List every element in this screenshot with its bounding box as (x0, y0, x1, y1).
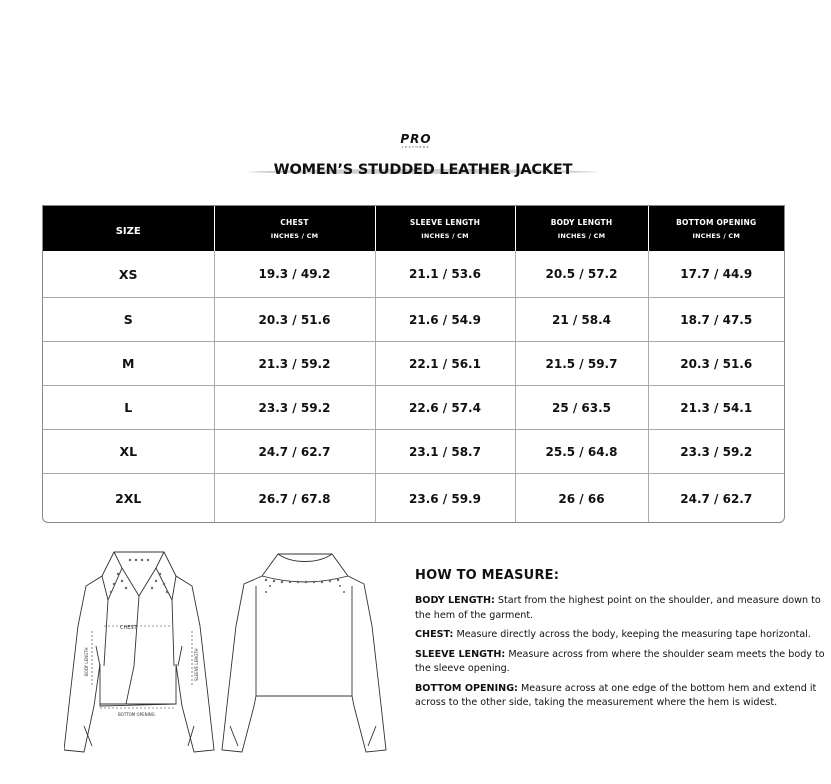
jacket-illustration (64, 546, 388, 758)
header-chest: CHEST INCHES / CM (214, 206, 375, 251)
body-length-cell: 21.5 / 59.7 (515, 342, 648, 386)
body-length-cell: 21 / 58.4 (515, 298, 648, 342)
header-size: SIZE (43, 206, 214, 251)
sleeve-cell: 23.1 / 58.7 (375, 430, 515, 474)
size-cell: 2XL (43, 474, 214, 524)
chest-cell: 20.3 / 51.6 (214, 298, 375, 342)
page-title: WOMEN’S STUDDED LEATHER JACKET (273, 162, 573, 178)
measure-term: CHEST: (415, 629, 454, 640)
jacket-front-drawing (64, 552, 214, 752)
bottom-opening-cell: 23.3 / 59.2 (648, 430, 784, 474)
measure-text: Measure directly across the body, keeping the measuring tape horizontal. (456, 629, 811, 640)
logo-mark: PRO (400, 132, 432, 146)
table-row (43, 298, 784, 342)
sleeve-length-label: SLEEVE LENGTH (194, 648, 199, 681)
size-cell: L (43, 386, 214, 430)
sleeve-cell: 22.1 / 56.1 (375, 342, 515, 386)
size-chart-table (42, 205, 785, 523)
bottom-opening-cell: 24.7 / 62.7 (648, 474, 784, 524)
chest-cell: 19.3 / 49.2 (214, 251, 375, 298)
header-sleeve-length: SLEEVE LENGTH INCHES / CM (375, 206, 515, 251)
bottom-opening-cell: 18.7 / 47.5 (648, 298, 784, 342)
sleeve-cell: 23.6 / 59.9 (375, 474, 515, 524)
sleeve-cell: 21.1 / 53.6 (375, 251, 515, 298)
bottom-opening-label: BOTTOM OPENING (118, 712, 155, 717)
logo-subtext: LEATHERS (401, 145, 431, 149)
title-block (244, 158, 602, 182)
size-cell: M (43, 342, 214, 386)
sleeve-cell: 21.6 / 54.9 (375, 298, 515, 342)
measure-text: Measure across at one edge of the bottom hem and extend it across to the other side, taking the measurement where the hem is widest. (415, 682, 817, 708)
size-cell: XS (118, 266, 138, 282)
table-header-row (43, 206, 784, 251)
how-to-measure-title: HOW TO MEASURE: (415, 568, 560, 583)
measure-item-sleeve-length (415, 648, 825, 677)
how-to-measure-section (415, 568, 825, 716)
table-row (43, 386, 784, 430)
table-row (43, 342, 784, 386)
chest-label: CHEST (120, 625, 137, 631)
measure-item-body-length (415, 594, 825, 623)
body-length-cell: 25 / 63.5 (515, 386, 648, 430)
brand-logo (388, 133, 444, 153)
chest-cell: 21.3 / 59.2 (214, 342, 375, 386)
measure-item-chest (415, 628, 825, 643)
size-cell: XL (43, 430, 214, 474)
bottom-opening-cell: 17.7 / 44.9 (648, 251, 784, 298)
sleeve-cell: 22.6 / 57.4 (375, 386, 515, 430)
measure-text: Measure across from where the shoulder seam meets the body to the sleeve opening. (415, 648, 825, 674)
header-body-length: BODY LENGTH INCHES / CM (515, 206, 648, 251)
measure-item-bottom-opening (415, 682, 825, 711)
chest-cell: 23.3 / 59.2 (214, 386, 375, 430)
chest-cell: 26.7 / 67.8 (214, 474, 375, 524)
table-row (43, 430, 784, 474)
bottom-opening-cell: 21.3 / 54.1 (648, 386, 784, 430)
measure-text: Start from the highest point on the shoulder, and measure down to the hem of the garment. (415, 595, 821, 621)
body-length-cell: 25.5 / 64.8 (515, 430, 648, 474)
bottom-opening-cell: 20.3 / 51.6 (648, 342, 784, 386)
header-bottom-opening: BOTTOM OPENING INCHES / CM (648, 206, 784, 251)
size-cell: S (43, 298, 214, 342)
table-row (43, 251, 784, 298)
body-length-cell: 26 / 66 (515, 474, 648, 524)
measure-term: SLEEVE LENGTH: (415, 648, 506, 660)
table-row (43, 474, 784, 524)
chest-cell: 24.7 / 62.7 (214, 430, 375, 474)
measure-term: BOTTOM OPENING: (415, 682, 518, 694)
body-length-label: BODY LENGTH (84, 647, 89, 676)
body-length-cell: 20.5 / 57.2 (515, 251, 648, 298)
measure-term: BODY LENGTH: (415, 595, 495, 606)
jacket-back-drawing (222, 554, 386, 752)
